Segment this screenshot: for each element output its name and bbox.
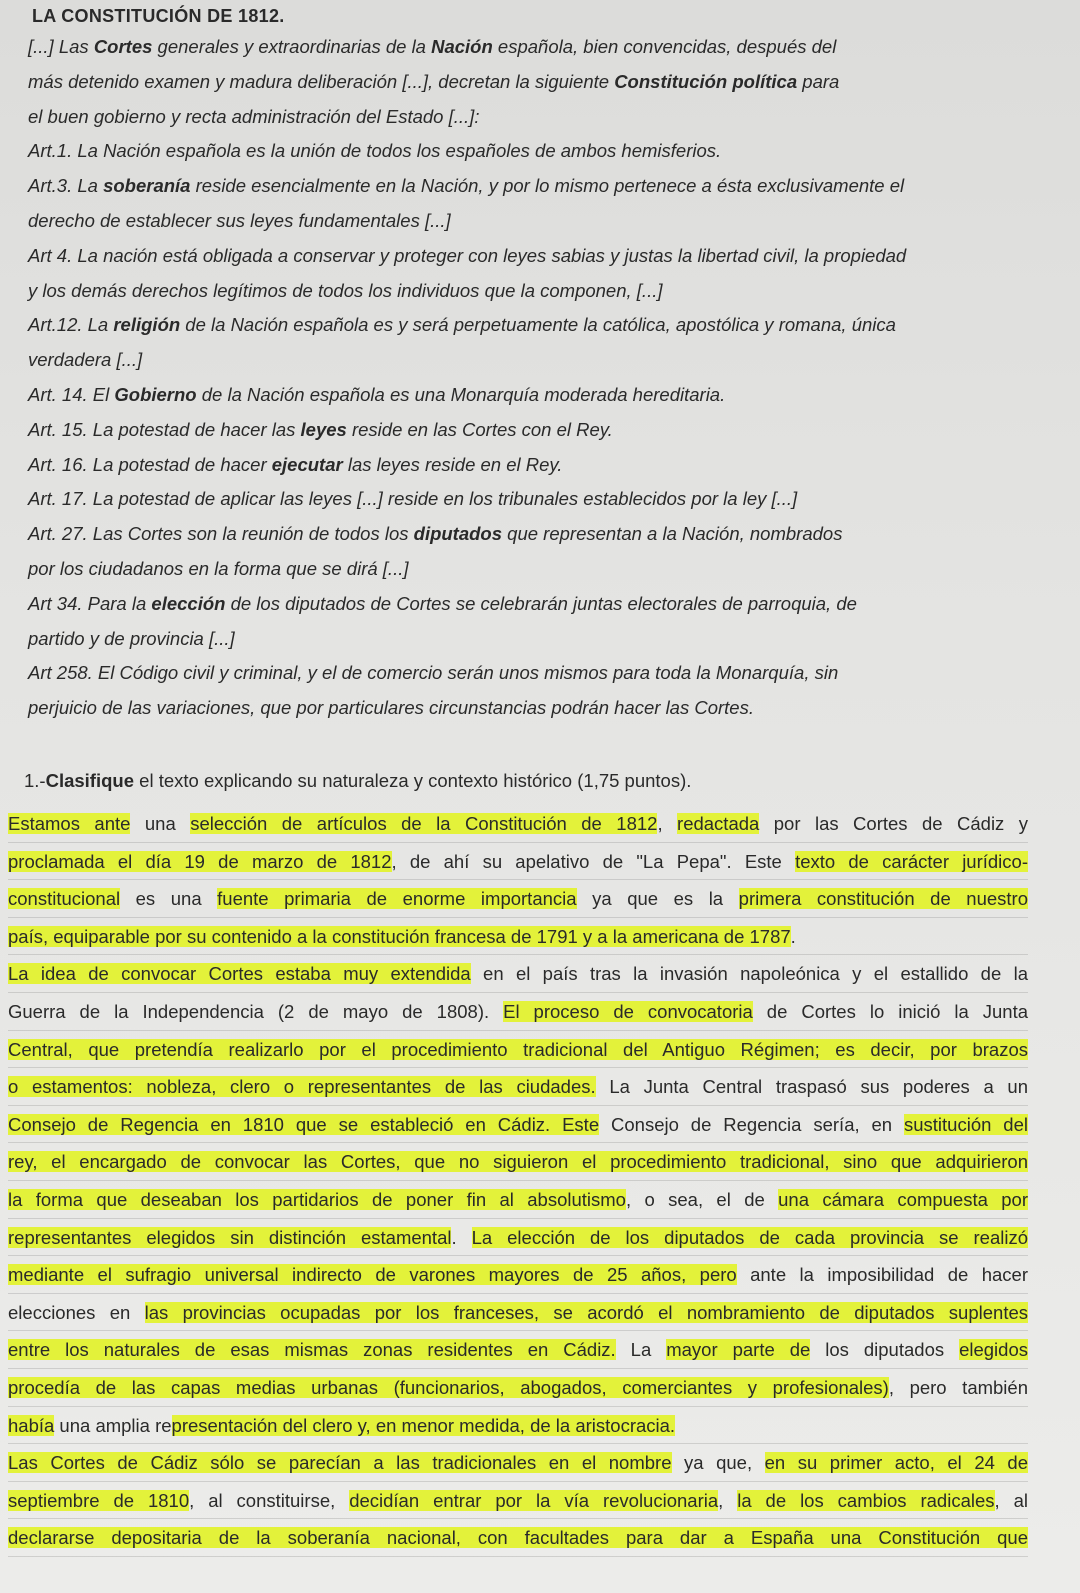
text-span: 1.-	[24, 770, 46, 791]
text-span: Art 34. Para la	[28, 592, 152, 614]
document-title: LA CONSTITUCIÓN DE 1812.	[32, 6, 285, 26]
text-span: , o sea, el de	[625, 1188, 779, 1210]
text-span: , al constituirse,	[189, 1489, 350, 1511]
bold-text: Clasifique	[45, 770, 135, 791]
text-span: perjuicio de las variaciones, que por particulares circunstancias podrán hacer las Cortes.	[28, 697, 754, 719]
highlighted-text: representantes elegidos sin distinción estamental	[8, 1226, 452, 1248]
text-line	[8, 1256, 1028, 1294]
text-line	[8, 918, 1028, 956]
highlighted-text: proclamada el día 19 de marzo de 1812	[8, 850, 392, 872]
text-span: una	[130, 813, 191, 834]
text-span: partido y de provincia [...]	[28, 627, 235, 649]
highlighted-text: selección de artículos de la Constitución de 1812	[190, 813, 658, 834]
highlighted-text: fuente primaria de enorme importancia	[217, 888, 577, 910]
text-span: Art.3. La	[28, 175, 104, 197]
text-line	[28, 656, 1018, 691]
text-span: .	[790, 925, 796, 947]
text-span: , al	[994, 1489, 1028, 1511]
bold-text: religión	[113, 314, 181, 336]
text-line	[8, 1331, 1028, 1369]
text-line	[28, 343, 1018, 378]
bold-text: Constitución política	[614, 70, 798, 92]
text-span: española, bien convencidas, después del	[492, 36, 837, 57]
text-line	[28, 622, 1018, 657]
text-line	[8, 1407, 1028, 1445]
highlighted-text: la de los cambios radicales	[737, 1489, 995, 1511]
text-line	[8, 1031, 1028, 1069]
text-span: más detenido examen y madura deliberación [...], decretan la siguiente	[28, 70, 615, 92]
text-line	[8, 1444, 1028, 1482]
text-span: elecciones en	[8, 1301, 145, 1323]
text-span: Art. 15. La potestad de hacer las	[28, 418, 301, 440]
text-span: , pero también	[888, 1376, 1028, 1398]
text-span: , de ahí su apelativo de "La Pepa". Este	[391, 850, 796, 872]
highlighted-text: mayor parte de	[666, 1339, 811, 1361]
text-line	[8, 1106, 1028, 1144]
source-text	[28, 30, 1018, 726]
bold-text: soberanía	[103, 175, 191, 197]
highlighted-text: declararse depositaria de la soberanía nacional, con facultades para dar a España una Constitución que	[8, 1527, 1028, 1549]
highlighted-text: El proceso de convocatoria	[503, 1000, 753, 1022]
text-span: La	[615, 1339, 667, 1361]
bold-text: leyes	[300, 418, 347, 440]
text-span: ya que,	[671, 1452, 765, 1474]
text-span: Art.1. La Nación española es la unión de todos los españoles de ambos hemisferios.	[28, 140, 722, 162]
text-span: Art 4. La nación está obligada a conservar y proteger con leyes sabias y justas la libertad civil, la propiedad	[28, 244, 907, 266]
text-line	[8, 993, 1028, 1031]
text-line	[8, 1519, 1028, 1557]
text-span: ya que es la	[576, 888, 739, 910]
text-line	[28, 552, 1018, 587]
text-line	[28, 30, 1018, 65]
text-span: Art. 17. La potestad de aplicar las leyes [...] reside en los tribunales establecidos por la ley [...]	[28, 488, 798, 510]
highlighted-text: decidían entrar por la vía revolucionaria	[349, 1489, 719, 1511]
text-line	[28, 134, 1018, 169]
highlighted-text: rey, el encargado de convocar las Cortes, que no siguieron el procedimiento tradicional, sino que adquirieron	[8, 1151, 1028, 1173]
text-span: Art. 16. La potestad de hacer	[28, 453, 272, 475]
text-line	[8, 955, 1028, 993]
text-span: una amplia re	[54, 1414, 172, 1436]
text-span: por las Cortes de Cádiz y	[759, 813, 1028, 834]
text-span: ante la imposibilidad de hacer	[736, 1264, 1028, 1286]
text-span: La Junta Central traspasó sus poderes a un	[595, 1076, 1028, 1098]
bold-text: Nación	[431, 36, 493, 57]
highlighted-text: Consejo de Regencia en 1810 que se estableció en Cádiz. Este	[8, 1113, 600, 1135]
text-line	[24, 770, 691, 792]
text-line	[8, 805, 1028, 843]
text-line	[8, 1181, 1028, 1219]
text-span: Art.12. La	[28, 314, 114, 336]
highlighted-text: elegidos	[959, 1339, 1028, 1361]
text-span: ,	[718, 1489, 738, 1511]
highlighted-text: en su primer acto, el 24 de	[764, 1452, 1028, 1474]
highlighted-text: texto de carácter jurídico-	[795, 850, 1028, 872]
highlighted-text: mediante el sufragio universal indirecto de varones mayores de 25 años, pero	[8, 1264, 737, 1286]
text-line	[28, 308, 1018, 343]
highlighted-text: una cámara compuesta por	[778, 1188, 1028, 1210]
text-span: Art 258. El Código civil y criminal, y el de comercio serán unos mismos para toda la Monarquía, sin	[28, 662, 839, 684]
text-span: en el país tras la invasión napoleónica y el estallido de la	[470, 963, 1028, 985]
highlighted-text: septiembre de 1810	[8, 1489, 190, 1511]
highlighted-text: Las Cortes de Cádiz sólo se parecían a las tradicionales en el nombre	[8, 1452, 672, 1474]
question-1	[24, 770, 691, 792]
text-span: reside esencialmente en la Nación, y por lo mismo pertenece a ésta exclusivamente el	[190, 175, 905, 197]
text-line	[8, 1143, 1028, 1181]
text-span: el texto explicando su naturaleza y contexto histórico (1,75 puntos).	[134, 770, 692, 791]
text-line	[8, 1482, 1028, 1520]
text-span: Art. 14. El	[28, 383, 115, 405]
text-span: que representan a la Nación, nombrados	[502, 523, 843, 545]
text-line	[8, 843, 1028, 881]
text-span: por los ciudadanos en la forma que se dirá [...]	[28, 557, 409, 579]
bold-text: elección	[151, 592, 226, 614]
text-line	[28, 378, 1018, 413]
highlighted-text: o estamentos: nobleza, clero o representantes de las ciudades.	[8, 1076, 596, 1098]
highlighted-text: La elección de los diputados de cada provincia se realizó	[471, 1226, 1028, 1248]
text-line	[8, 1219, 1028, 1257]
text-span: el buen gobierno y recta administración del Estado [...]:	[28, 105, 480, 127]
text-line	[28, 204, 1018, 239]
highlighted-text: primera constitución de nuestro	[738, 888, 1028, 910]
text-line	[8, 1369, 1028, 1407]
bold-text: ejecutar	[271, 453, 343, 475]
text-line	[8, 1294, 1028, 1332]
text-span: las leyes reside en el Rey.	[342, 453, 563, 475]
highlighted-text: redactada	[677, 813, 760, 834]
highlighted-text: procedía de las capas medias urbanas (funcionarios, abogados, comerciantes y profesionales)	[8, 1376, 889, 1398]
text-span: [...] Las	[28, 36, 94, 57]
highlighted-text: la forma que deseaban los partidarios de poner fin al absolutismo	[8, 1188, 626, 1210]
bold-text: Gobierno	[114, 383, 197, 405]
text-line	[28, 274, 1018, 309]
text-line	[28, 448, 1018, 483]
highlighted-text: país, equiparable por su contenido a la constitución francesa de 1791 y a la americana de 1787	[8, 925, 791, 947]
text-line	[28, 587, 1018, 622]
text-line	[8, 1068, 1028, 1106]
text-line	[28, 691, 1018, 726]
text-span: Guerra de la Independencia (2 de mayo de 1808).	[8, 1000, 504, 1022]
text-span: y los demás derechos legítimos de todos los individuos que la componen, [...]	[28, 279, 663, 301]
text-line	[28, 482, 1018, 517]
text-line	[28, 169, 1018, 204]
text-span: .	[451, 1226, 472, 1248]
text-line	[28, 65, 1018, 100]
highlighted-text: Estamos ante	[8, 813, 131, 834]
highlighted-text: presentación del clero y, en menor medida, de la aristocracia.	[171, 1414, 676, 1436]
text-span: de los diputados de Cortes se celebrarán juntas electorales de parroquia, de	[225, 592, 857, 614]
highlighted-text: las provincias ocupadas por los franceses, se acordó el nombramiento de diputados suplentes	[144, 1301, 1029, 1323]
bold-text: diputados	[413, 523, 503, 545]
text-span: derecho de establecer sus leyes fundamentales [...]	[28, 209, 451, 231]
text-line	[28, 413, 1018, 448]
text-line	[28, 517, 1018, 552]
text-line	[28, 100, 1018, 135]
highlighted-text: sustitución del	[904, 1113, 1028, 1135]
text-span: de Cortes lo inició la Junta	[752, 1000, 1028, 1022]
text-span: generales y extraordinarias de la	[152, 36, 432, 57]
highlighted-text: constitucional	[8, 888, 121, 910]
text-span: ,	[657, 813, 678, 834]
text-span: Art. 27. Las Cortes son la reunión de todos los	[28, 523, 414, 545]
highlighted-text: Central, que pretendía realizarlo por el procedimiento tradicional del Antiguo Régimen; es decir, por brazos	[8, 1038, 1028, 1060]
text-span: Consejo de Regencia sería, en	[599, 1113, 904, 1135]
text-span: reside en las Cortes con el Rey.	[346, 418, 613, 440]
highlighted-text: había	[8, 1414, 55, 1436]
text-line	[28, 239, 1018, 274]
answer-text	[8, 805, 1028, 1557]
bold-text: Cortes	[93, 36, 153, 57]
text-span: para	[797, 70, 840, 92]
text-span: verdadera [...]	[28, 349, 143, 371]
text-span: de la Nación española es una Monarquía moderada hereditaria.	[196, 383, 726, 405]
text-line	[8, 880, 1028, 918]
text-span: es una	[120, 888, 218, 910]
text-span: los diputados	[810, 1339, 960, 1361]
highlighted-text: entre los naturales de esas mismas zonas residentes en Cádiz.	[8, 1339, 616, 1361]
highlighted-text: La idea de convocar Cortes estaba muy extendida	[8, 963, 471, 985]
text-span: de la Nación española es y será perpetuamente la católica, apostólica y romana, única	[180, 314, 896, 336]
